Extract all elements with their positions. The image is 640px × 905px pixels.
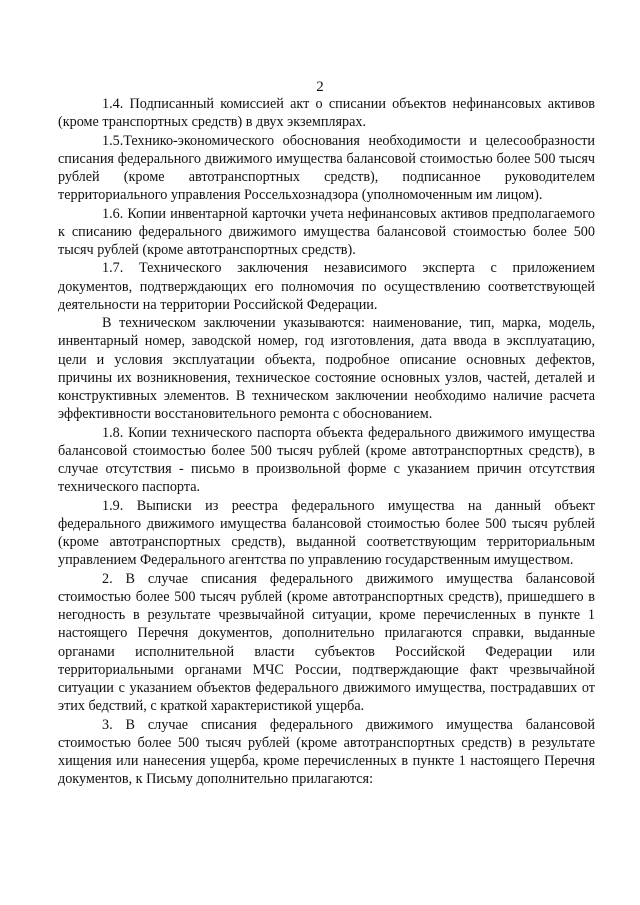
- paragraph-1-5: 1.5.Технико-экономического обоснования необходимости и целесообразности списания федерального движимого имущества балансовой стоимостью более 500 тысяч рублей (кроме автотранспортных средств), подписанное руководителем территориального управления Россельхознадзора (уполномоченным им лицом).: [58, 132, 595, 204]
- document-body: [58, 95, 595, 789]
- paragraph-1-7: 1.7. Технического заключения независимого эксперта с приложением документов, подтверждающих его полномочия по осуществлению соответствующей деятельности на территории Российской Федерации.: [58, 260, 595, 313]
- paragraph-1-9: 1.9. Выписки из реестра федерального имущества на данный объект федерального движимого имущества балансовой стоимостью более 500 тысяч рублей (кроме автотранспортных средств), выданной соответствующим территориальным управлением Федерального агентства по управлению государственным имуществом.: [58, 497, 595, 569]
- paragraph-3: 3. В случае списания федерального движимого имущества балансовой стоимостью более 500 тысяч рублей (кроме автотранспортных средств) в результате хищения или нанесения ущерба, кроме перечисленных в пункте 1 настоящего Перечня документов, к Письму дополнительно прилагаются:: [58, 716, 595, 788]
- paragraph-2: 2. В случае списания федерального движимого имущества балансовой стоимостью более 500 тысяч рублей (кроме автотранспортных средств), пришедшего в негодность в результате чрезвычайной ситуации, кроме перечисленных в пункте 1 настоящего Перечня документов, дополнительно прилагаются справки, выданные органами исполнительной власти субъектов Российской Федерации или территориальными органами МЧС России, подтверждающие факт чрезвычайной ситуации с указанием объектов федерального движимого имущества, пострадавших от этих бедствий, с краткой характеристикой ущерба.: [58, 570, 595, 715]
- paragraph-technical-conclusion: В техническом заключении указываются: наименование, тип, марка, модель, инвентарный номер, заводской номер, год изготовления, дата ввода в эксплуатацию, цели и условия эксплуатации объекта, подробное описание основных дефектов, причины их возникновения, техническое состояние основных узлов, частей, деталей и конструктивных элементов. В техническом заключении необходимо наличие расчета эффективности восстановительного ремонта с обоснованием.: [58, 315, 595, 423]
- paragraph-1-6: 1.6. Копии инвентарной карточки учета нефинансовых активов предполагаемого к списанию федерального движимого имущества балансовой стоимостью более 500 тысяч рублей (кроме автотранспортных средств).: [58, 205, 595, 258]
- paragraph-1-8: 1.8. Копии технического паспорта объекта федерального движимого имущества балансовой стоимостью более 500 тысяч рублей (кроме автотранспортных средств), в случае отсутствия - письмо в произвольной форме с указанием причин отсутствия технического паспорта.: [58, 424, 595, 496]
- paragraph-1-4: 1.4. Подписанный комиссией акт о списании объектов нефинансовых активов (кроме транспортных средств) в двух экземплярах.: [58, 96, 595, 131]
- page-number: 2: [316, 79, 324, 95]
